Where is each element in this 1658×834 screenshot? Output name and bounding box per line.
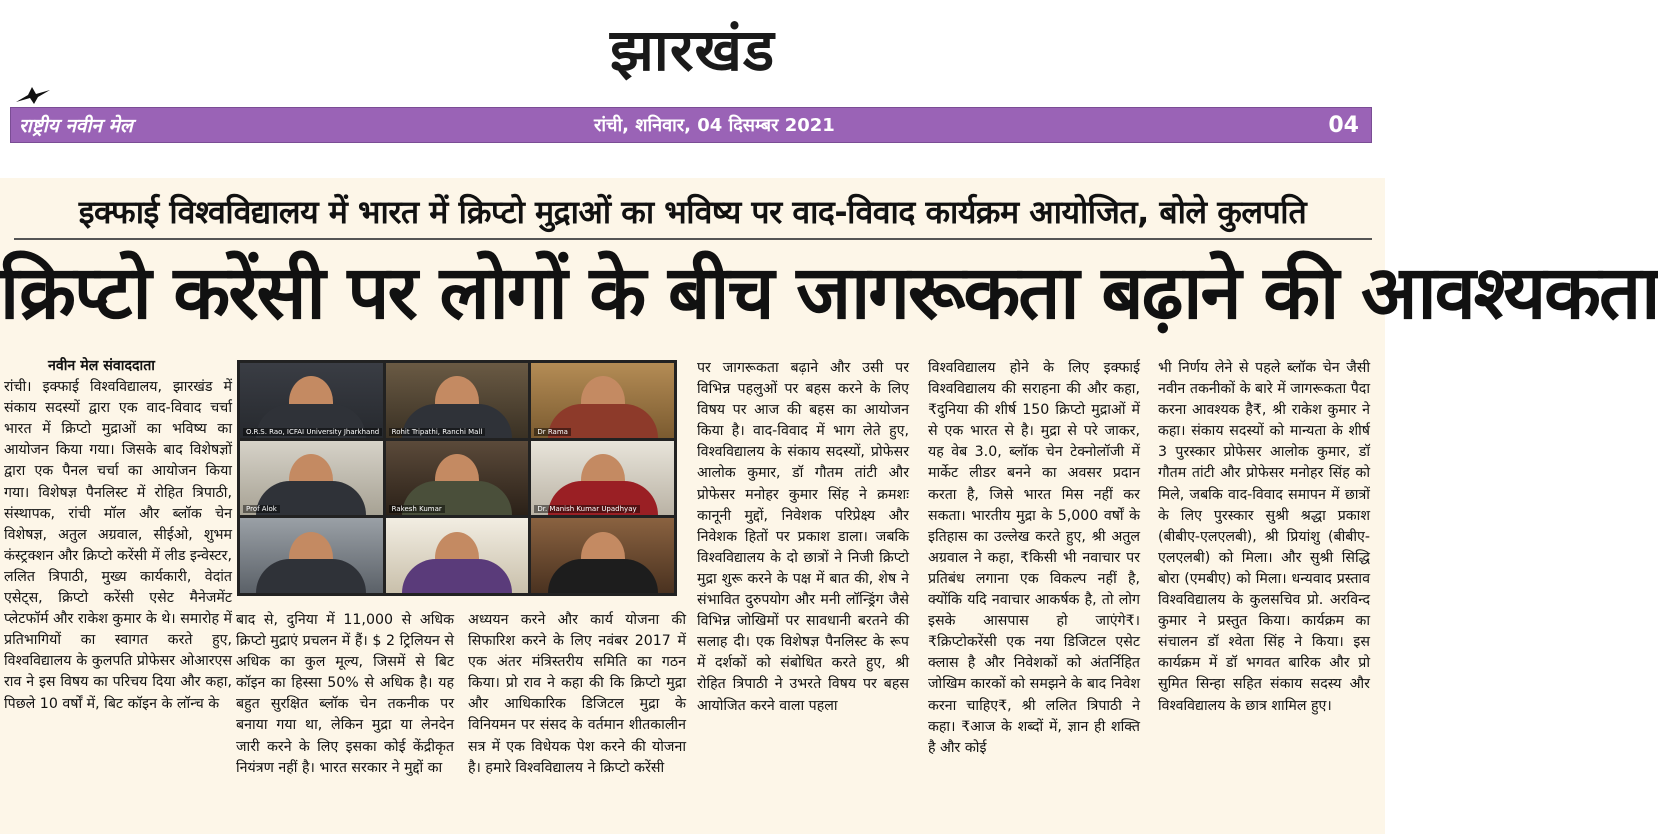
tile-caption: Dr. Manish Kumar Upadhyay [534,505,639,513]
kicker-headline: इक्फाई विश्वविद्यालय में भारत में क्रिप्टो मुद्राओं का भविष्य पर वाद-विवाद कार्यक्रम आयोजित, बोले कुलपति [78,193,1307,231]
news-article [0,178,1658,834]
photo-tile [240,518,383,593]
divider-rule [14,238,1372,240]
article-column-5: विश्वविद्यालय होने के लिए इक्फाई विश्वविद्यालय की सराहना की और कहा, ₹दुनिया की शीर्ष 150 क्रिप्टो मुद्राओं में से एक भारत से है। मुद्रा से परे जाकर, यह वेब 3.0, ब्लॉक चेन टेक्नोलॉजी में मार्केट लीडर बनने का अवसर प्रदान करता है, जिसे भारत मिस नहीं कर सकता। भारतीय मुद्रा के 5,000 वर्षों के इतिहास का उल्लेख करते हुए, श्री अतुल अग्रवाल ने कहा, ₹किसी भी नवाचार पर प्रतिबंध लगाना एक विकल्प नहीं है, क्योंकि यदि नवाचार आकर्षक है, तो लोग इसके आसपास हो जाएंगे₹। ₹क्रिप्टोकरेंसी एक नया डिजिटल एसेट क्लास है और निवेशकों को अंतर्निहित जोखिम कारकों को समझने के बाद निवेश करना चाहिए₹, श्री ललित त्रिपाठी ने कहा। ₹आज के शब्दों में, ज्ञान ही शक्ति है और कोई [928,360,1140,756]
video-conference-photo [237,360,677,596]
photo-tile [240,441,383,516]
article-column-4: पर जागरूकता बढ़ाने और उसी पर विभिन्न पहलुओं पर बहस करने के लिए विषय पर आज की बहस का आयोजन किया है। वाद-विवाद में भाग लेते हुए, विश्वविद्यालय के संकाय सदस्यों, प्रोफेसर आलोक कुमार, डॉ गौतम तांटी और प्रोफेसर मनोहर कुमार सिंह ने क्रमशः कानूनी मुद्दों, निवेशक परिप्रेक्ष्य और निवेशक हितों पर प्रकाश डाला। जबकि विश्वविद्यालय के दो छात्रों ने निजी क्रिप्टो मुद्रा शुरू करने के पक्ष में बात की, शेष ने संभावित दुरुपयोग और मनी लॉन्ड्रिंग जैसे विभिन्न जोखिमों पर सावधानी बरतने की सलाह दी। एक विशेषज्ञ पैनलिस्ट के रूप में दर्शकों को संबोधित करते हुए, श्री रोहित त्रिपाठी ने उभरते विषय पर बहस आयोजित करने वाला पहला [697,360,909,714]
tile-caption: Prof Alok [243,505,280,513]
article-column-3: अध्ययन करने और कार्य योजना की सिफारिश करने के लिए नवंबर 2017 में एक अंतर मंत्रिस्तरीय समिति का गठन किया। प्रो राव ने कहा की कि क्रिप्टो मुद्रा और आधिकारिक डिजिटल मुद्रा के विनियमन पर संसद के वर्तमान शीतकालीन सत्र में एक विधेयक पेश करने की योजना है। हमारे विश्वविद्यालय ने क्रिप्टो करेंसी [468,612,686,776]
photo-tile [240,363,383,438]
tile-caption: Rakesh Kumar [389,505,445,513]
main-headline: क्रिप्टो करेंसी पर लोगों के बीच जागरूकता बढ़ाने की आवश्यकता [0,250,1658,336]
byline: नवीन मेल संवाददाता [48,358,155,374]
article-column-1 [4,356,232,826]
page-number: 04 [1328,112,1359,138]
tile-caption: Dr Rama [534,428,571,436]
photo-tile [531,518,674,593]
photo-tile [386,363,529,438]
section-title: झारखंड [609,16,776,84]
masthead [0,0,1385,178]
photo-tile [531,441,674,516]
dateline: रांची, शनिवार, 04 दिसम्बर 2021 [594,115,835,136]
column-1-text: रांची। इक्फाई विश्वविद्यालय, झारखंड में संकाय सदस्यों द्वारा एक वाद-विवाद चर्चा भारत में क्रिप्टो मुद्राओं का भविष्य का आयोजन किया गया। जिसके बाद विशेषज्ञों द्वारा एक पैनल चर्चा का आयोजन किया गया। विशेषज्ञ पैनलिस्ट में रोहित त्रिपाठी, संस्थापक, रांची मॉल और ब्लॉक चेन विशेषज्ञ, अतुल अग्रवाल, सीईओ, शुभम कंस्ट्रक्शन और क्रिप्टो करेंसी में लीड इन्वेस्टर, ललित त्रिपाठी, मुख्य कार्यकारी, वेदांत एसेट्स, क्रिप्टो करेंसी एसेट मैनेजमेंट प्लेटफॉर्म और राकेश कुमार के थे। समारोह में प्रतिभागियों का स्वागत करते हुए, विश्वविद्यालय के कुलपति प्रोफेसर ओआरएस राव ने इस विषय का परिचय दिया और कहा, पिछले 10 वर्षों में, बिट कॉइन के लॉन्च के [4,379,232,712]
photo-tile [531,363,674,438]
article-column-2: बाद से, दुनिया में 11,000 से अधिक क्रिप्टो मुद्राएं प्रचलन में हैं। $ 2 ट्रिलियन से अधिक का कुल मूल्य, जिसमें से बिट कॉइन का हिस्सा 50% से अधिक है। यह बहुत सुरक्षित ब्लॉक चेन तकनीक पर बनाया गया था, लेकिन मुद्रा या लेनदेन जारी करने के लिए इसका कोई केंद्रीकृत नियंत्रण नहीं है। भारत सरकार ने मुद्दों का [236,612,454,776]
photo-tile [386,441,529,516]
masthead-bar [10,107,1372,143]
photo-tile [386,518,529,593]
tile-caption: Rohit Tripathi, Ranchi Mall [389,428,486,436]
tile-caption: O.R.S. Rao, ICFAI University Jharkhand [243,428,382,436]
bird-logo-icon [14,84,52,106]
newspaper-name: राष्ट्रीय नवीन मेल [19,115,133,137]
article-column-6: भी निर्णय लेने से पहले ब्लॉक चेन जैसी नवीन तकनीकों के बारे में जागरूकता पैदा करना आवश्यक है₹, श्री राकेश कुमार ने कहा। संकाय सदस्यों को मान्यता के शीर्ष 3 पुरस्कार प्रोफेसर आलोक कुमार, डॉ गौतम तांटी और प्रोफेसर मनोहर सिंह को मिले, जबकि वाद-विवाद समापन में छात्रों के लिए पुरस्कार सुश्री श्रद्धा प्रकाश (बीबीए-एलएलबी), श्री प्रियांशु (बीबीए-एलएलबी) को मिला। और सुश्री सिद्धि बोरा (एमबीए) को मिला। धन्यवाद प्रस्ताव विश्वविद्यालय के कुलसचिव प्रो. अरविन्द कुमार ने प्रस्तुत किया। कार्यक्रम का संचालन डॉ श्वेता सिंह ने किया। इस कार्यक्रम में डॉ भगवत बारिक और प्रो सुमित सिन्हा सहित संकाय सदस्य और विश्वविद्यालय के छात्र शामिल हुए। [1158,360,1370,714]
